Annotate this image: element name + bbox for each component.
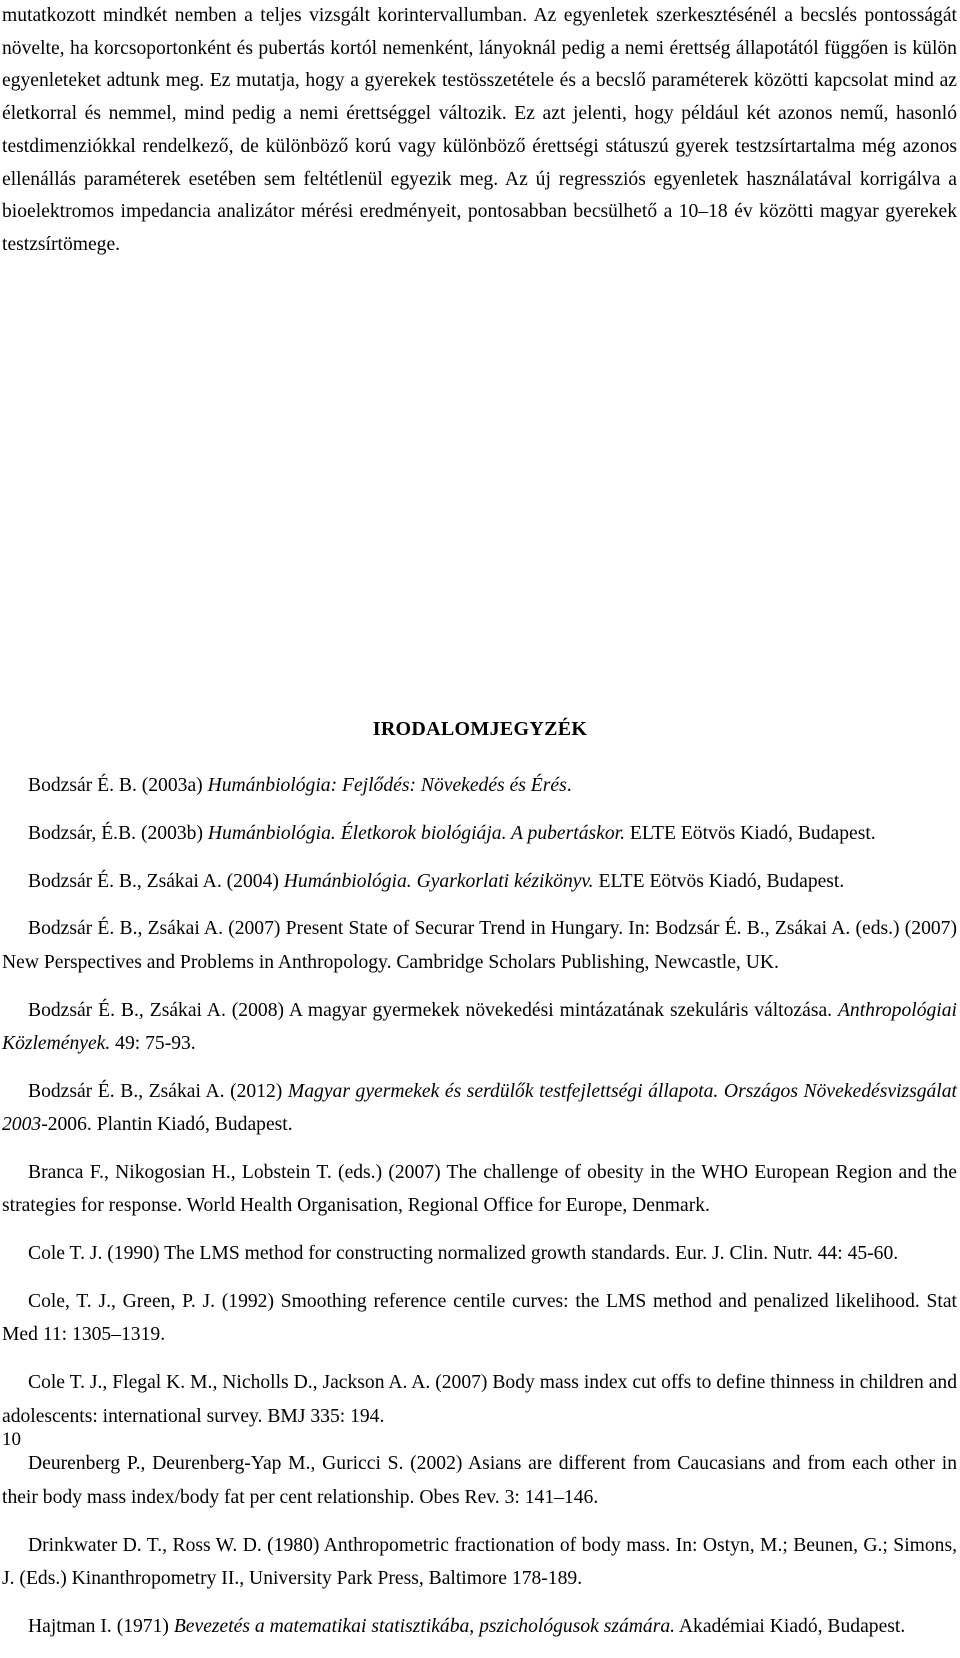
- reference-italic: Bevezetés a matematikai statisztikába, pszichológusok számára.: [173, 1615, 676, 1637]
- reference-italic: Anthropológiai Közlemények.: [2, 999, 957, 1054]
- reference-item: [2, 912, 957, 979]
- reference-text: -2006. Plantin Kiadó, Budapest.: [41, 1114, 293, 1136]
- reference-text: ELTE Eötvös Kiadó, Budapest.: [593, 870, 845, 892]
- reference-text: Branca F., Nikogosian H., Lobstein T. (eds.) (2007) The challenge of obesity in the WHO European Region and the strategies for response. World Health Organisation, Regional Office for Europe, Denmark.: [2, 1162, 957, 1217]
- reference-item: [2, 1366, 957, 1433]
- reference-text: Bodzsár É. B., Zsákai A. (2004): [28, 870, 284, 892]
- reference-text: Bodzsár É. B. (2003a): [28, 775, 208, 796]
- reference-italic: Magyar gyermekek és serdülők testfejlettségi állapota. Országos Növekedésvizsgálat 2003: [2, 1080, 957, 1136]
- reference-italic: Humánbiológia. Gyarkorlati kézikönyv.: [283, 870, 594, 892]
- reference-item: [2, 1610, 957, 1643]
- body-paragraph: [2, 0, 957, 262]
- body-line: közötti magyar gyerekek testzsírtömege.: [2, 201, 957, 255]
- body-line: nemenként, lányoknál pedig a nemi érettség állapotától függően is külön egyenleteket adtunk: [2, 37, 957, 92]
- reference-list: [2, 769, 957, 1658]
- body-line: meg. Ez mutatja, hogy a gyerekek testösszetétele és a becslő paraméterek közötti kapcsolat: [165, 70, 889, 92]
- reference-item: [2, 865, 957, 898]
- reference-text: Bodzsár É. B., Zsákai A. (2007) Present State of Securar Trend in Hungary. In: Bodzsár É. B., Zsákai A. (eds.) (2007) New Perspectives and Problems in Anthropology. Cambridge Scholars Publishing, Newcastle, UK.: [2, 918, 957, 973]
- reference-text: Deurenberg P., Deurenberg-Yap M., Guricci S. (2002) Asians are different from Caucasians and from each other in their body mass index/body fat per cent relationship. Obes Rev. 3: 141–146.: [2, 1453, 957, 1508]
- reference-item: [2, 994, 957, 1061]
- reference-item: [2, 1237, 957, 1270]
- reference-text: Akadémiai Kiadó, Budapest.: [675, 1615, 906, 1637]
- body-line: különböző érettségi státuszú gyerek testzsírtartalma még azonos ellenállás paraméterek: [2, 135, 957, 190]
- reference-item: [2, 817, 957, 850]
- reference-text: ELTE Eötvös Kiadó, Budapest.: [624, 822, 876, 844]
- page-number: 10: [2, 1429, 21, 1450]
- reference-italic: Humánbiológia. Életkorok biológiája. A pubertáskor.: [207, 822, 625, 844]
- reference-text: Bodzsár, É.B. (2003b): [28, 822, 208, 844]
- reference-text: .: [566, 775, 572, 796]
- reference-text: Cole T. J. (1990) The LMS method for constructing normalized growth standards. Eur. J. Clin. Nutr. 44: 45-60.: [28, 1243, 899, 1265]
- reference-item: [2, 1529, 957, 1596]
- reference-item: [2, 1075, 957, 1142]
- body-paragraph-text: [2, 0, 957, 262]
- reference-text: Bodzsár É. B., Zsákai A. (2008) A magyar gyermekek növekedési mintázatának szekuláris változása.: [28, 999, 838, 1021]
- reference-text: Cole T. J., Flegal K. M., Nicholls D., Jackson A. A. (2007) Body mass index cut offs to define thinness in children and adolescents: international survey. BMJ 335: 194.: [2, 1372, 957, 1427]
- reference-item: [2, 769, 957, 802]
- reference-italic: Humánbiológia: Fejlődés: Növekedés és Érés: [207, 775, 567, 796]
- reference-item: [2, 1447, 957, 1514]
- body-line: esetében sem feltétlenül egyezik meg. Az új regressziós egyenletek használatával korrigálva a: [188, 168, 957, 190]
- reference-text: Cole, T. J., Green, P. J. (1992) Smoothing reference centile curves: the LMS method and penalized likelihood. Stat Med 11: 1305–1319.: [2, 1291, 957, 1346]
- body-line: mind az életkorral és nemmel, mind pedig a nemi érettséggel változik. Ez azt jelenti, hogy: [2, 70, 957, 125]
- body-line: mutatkozott mindkét nemben a teljes vizsgált korintervallumban. Az egyenletek: [2, 5, 649, 26]
- body-line: szerkesztésénél a becslés pontosságát növelte, ha korcsoportonként és pubertás kortól: [2, 5, 957, 59]
- reference-text: Bodzsár É. B., Zsákai A. (2012): [28, 1080, 288, 1102]
- reference-text: Drinkwater D. T., Ross W. D. (1980) Anthropometric fractionation of body mass. In: Ostyn, M.; Beunen, G.; Simons, J. (Eds.) Kinanthropometry II., University Park Press, Baltimore 178-189.: [2, 1534, 957, 1590]
- body-line: bioelektromos impedancia analizátor mérési eredményeit, pontosabban becsülhető a 10–18 év: [2, 201, 753, 223]
- reference-item: [2, 1285, 957, 1352]
- reference-item: [2, 1156, 957, 1223]
- body-line: például két azonos nemű, hasonló testdimenziókkal rendelkező, de különböző korú vagy: [2, 103, 958, 157]
- reference-text: 49: 75-93.: [110, 1033, 196, 1054]
- bibliography-heading: IRODALOMJEGYZÉK: [372, 718, 588, 740]
- reference-text: Hajtman I. (1971): [28, 1615, 174, 1637]
